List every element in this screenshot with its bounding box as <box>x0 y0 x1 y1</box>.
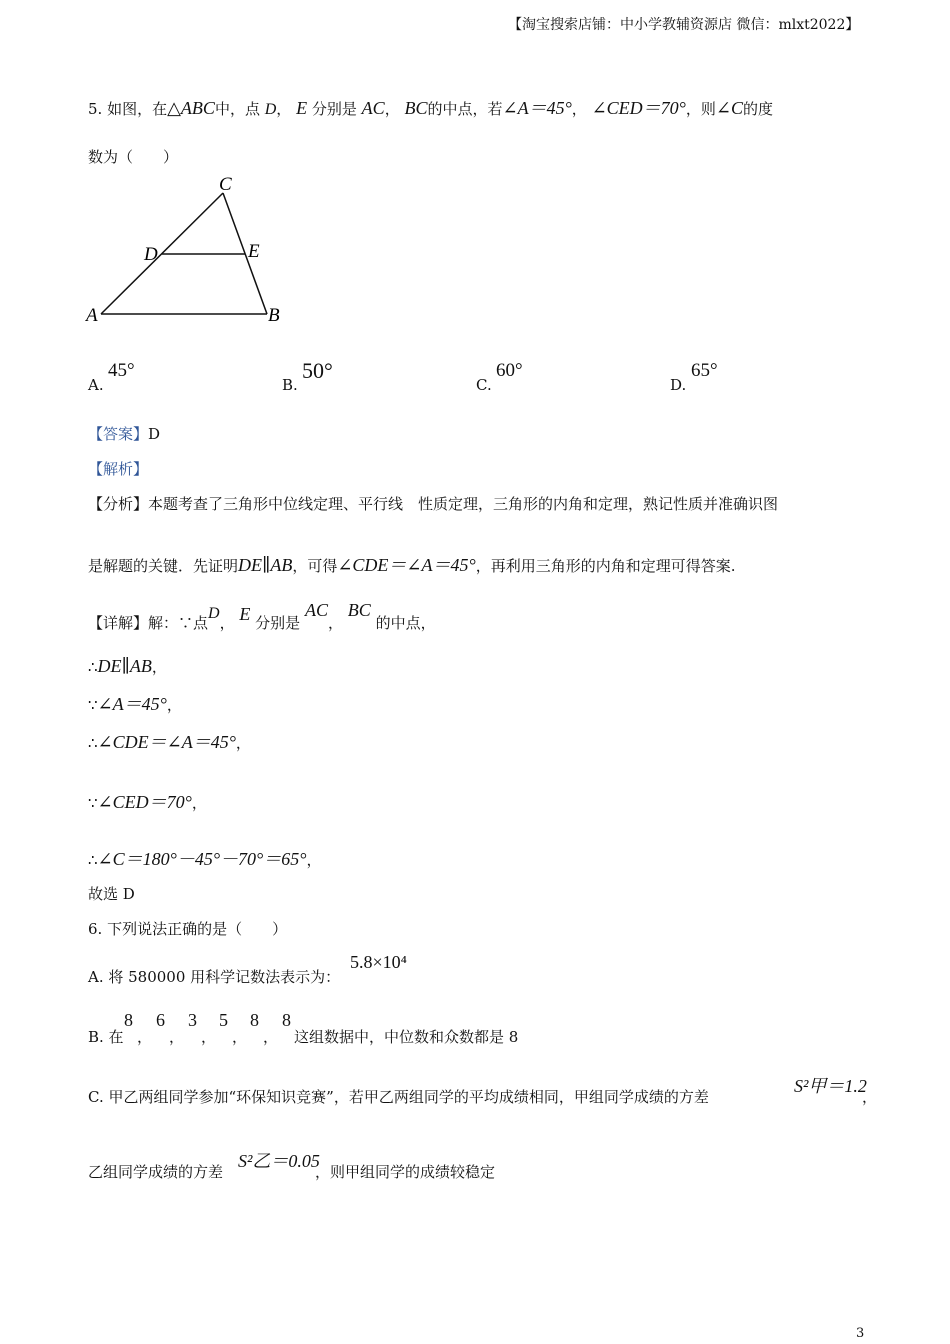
xj-comma: ， <box>235 734 251 752</box>
label-a: A <box>86 305 98 326</box>
option-b-value: 50° <box>302 358 333 383</box>
q5-text: 中，点 <box>214 100 260 118</box>
q5-triangle: △ABC <box>167 98 215 118</box>
xj-comma: ， <box>191 794 207 812</box>
xiangjie-line1 <box>88 600 436 633</box>
q6-b-comma: ， <box>137 1028 153 1046</box>
q5-text: 的度 <box>742 100 773 118</box>
therefore-symbol: ∴ <box>88 734 98 752</box>
fenxi-line2 <box>88 551 735 577</box>
xj-step3-math: ∠CDE＝∠A＝45° <box>97 732 236 752</box>
xj-point-d: D <box>208 605 220 622</box>
q6-b-comma: ， <box>263 1028 279 1046</box>
xj-point-e: E <box>239 604 251 624</box>
q6-b-num: 6 <box>156 1010 165 1030</box>
analysis-label: 【解析】 <box>88 460 149 478</box>
xj-step1 <box>88 656 167 677</box>
xj-seg-ac: AC <box>304 600 328 620</box>
answer-value: D <box>148 425 161 443</box>
q5-line1 <box>88 94 773 120</box>
xj-text: 分别是 <box>255 614 301 632</box>
q5-comma: ， <box>384 100 400 118</box>
answer-label: 【答案】 <box>88 425 149 443</box>
q6-c-math-jia: S²甲＝1.2 <box>794 1076 867 1096</box>
label-e: E <box>248 241 260 262</box>
option-a-key: A. <box>88 376 104 394</box>
q5-text: ，则 <box>685 100 716 118</box>
option-d-value: 65° <box>691 360 718 381</box>
xj-step5 <box>88 845 321 871</box>
q6-option-b <box>88 1026 124 1047</box>
option-c-value: 60° <box>496 360 523 381</box>
option-a-value: 45° <box>108 360 135 381</box>
fenxi-math-angle: ∠CDE＝∠A＝45° <box>337 555 476 575</box>
q6-b-comma: ， <box>232 1028 248 1046</box>
xj-step5-math: ∠C＝180°－45°－70°＝65° <box>97 849 307 869</box>
q5-angle-ced: ∠CED＝70° <box>591 98 686 118</box>
xiangjie-label: 【详解】解：∵点 <box>88 614 209 632</box>
fenxi-text: ，可得 <box>292 557 338 575</box>
q6-b-num: 8 <box>124 1010 133 1030</box>
q6-option-c-line1: C. 甲乙两组同学参加“环保知识竞赛”，若甲乙两组同学的平均成绩相同，甲组同学成绩的方差 <box>88 1088 709 1106</box>
xj-comma: ， <box>151 658 167 676</box>
q5-comma: ， <box>571 100 587 118</box>
xj-comma: ， <box>166 696 182 714</box>
fenxi-math-parallel: DE∥AB <box>238 555 293 575</box>
xj-comma: ， <box>219 614 235 632</box>
xj-step2-math: ∠A＝45° <box>97 694 167 714</box>
q6-c-math-yi: S²乙＝0.05 <box>238 1151 320 1171</box>
q5-text: 的中点，若 <box>427 100 503 118</box>
q6-title: 6. 下列说法正确的是（ ） <box>88 920 288 938</box>
page-header: 【淘宝搜索店铺：中小学教辅资源店 微信：mlxt2022】 <box>508 17 860 33</box>
label-c: C <box>219 174 232 195</box>
q6-option-a-math: 5.8×10⁴ <box>350 952 407 972</box>
label-d: D <box>144 244 158 265</box>
q6-b-num: 8 <box>250 1010 259 1030</box>
fenxi-text: ，再利用三角形的内角和定理可得答案. <box>475 557 736 575</box>
xj-seg-bc: BC <box>347 600 371 620</box>
q5-seg-bc: BC <box>404 98 428 118</box>
q5-text: 分别是 <box>311 100 357 118</box>
therefore-symbol: ∴ <box>88 851 98 869</box>
q5-line2: 数为（ ） <box>88 148 179 166</box>
fenxi-text: 是解题的关键．先证明 <box>88 557 239 575</box>
q6-b-comma: ， <box>169 1028 185 1046</box>
option-b-key: B. <box>282 376 298 394</box>
xj-step4 <box>88 788 207 814</box>
xj-text: 的中点， <box>375 614 436 632</box>
xj-comma: ， <box>306 851 322 869</box>
q6-option-c-line2a: 乙组同学成绩的方差 <box>88 1163 224 1181</box>
q6-b-num: 3 <box>188 1010 197 1030</box>
option-d-key: D. <box>670 376 687 394</box>
q6-b-num: 5 <box>219 1010 228 1030</box>
q6-b-comma: ， <box>201 1028 217 1046</box>
answer-line <box>88 423 160 444</box>
q6-option-c-line2b: ，则甲组同学的成绩较稳定 <box>315 1163 496 1181</box>
q6-b-tail: 这组数据中，中位数和众数都是 8 <box>294 1028 519 1046</box>
xj-conclusion: 故选 D <box>88 885 135 903</box>
q5-comma: ， <box>276 100 292 118</box>
q5-intro: 5. 如图，在 <box>88 100 168 118</box>
q6-c-comma: ， <box>862 1088 878 1106</box>
q5-seg-ac: AC <box>361 98 385 118</box>
xj-step1-math: DE∥AB <box>97 656 152 676</box>
fenxi-line1: 【分析】本题考查了三角形中位线定理、平行线 性质定理，三角形的内角和定理，熟记性质并准确识图 <box>88 495 779 513</box>
q6-b-label: B. 在 <box>88 1028 124 1046</box>
q5-point-e: E <box>296 98 308 118</box>
q6-b-num: 8 <box>282 1010 291 1030</box>
option-c-key: C. <box>476 376 492 394</box>
xj-step3 <box>88 728 251 754</box>
xj-step4-math: ∠CED＝70° <box>97 792 192 812</box>
q5-angle-a: ∠A＝45° <box>502 98 572 118</box>
page-number: 3 <box>856 1326 865 1341</box>
q5-angle-c: ∠C <box>715 98 743 118</box>
xj-step2 <box>88 690 182 716</box>
triangle-figure <box>80 170 300 330</box>
q6-option-a-text: A. 将 580000 用科学记数法表示为： <box>88 968 341 986</box>
xj-comma: ， <box>327 614 343 632</box>
label-b: B <box>268 305 280 326</box>
because-symbol: ∵ <box>88 794 98 812</box>
therefore-symbol: ∴ <box>88 658 98 676</box>
q5-point-d: D <box>264 101 277 118</box>
because-symbol: ∵ <box>88 696 98 714</box>
